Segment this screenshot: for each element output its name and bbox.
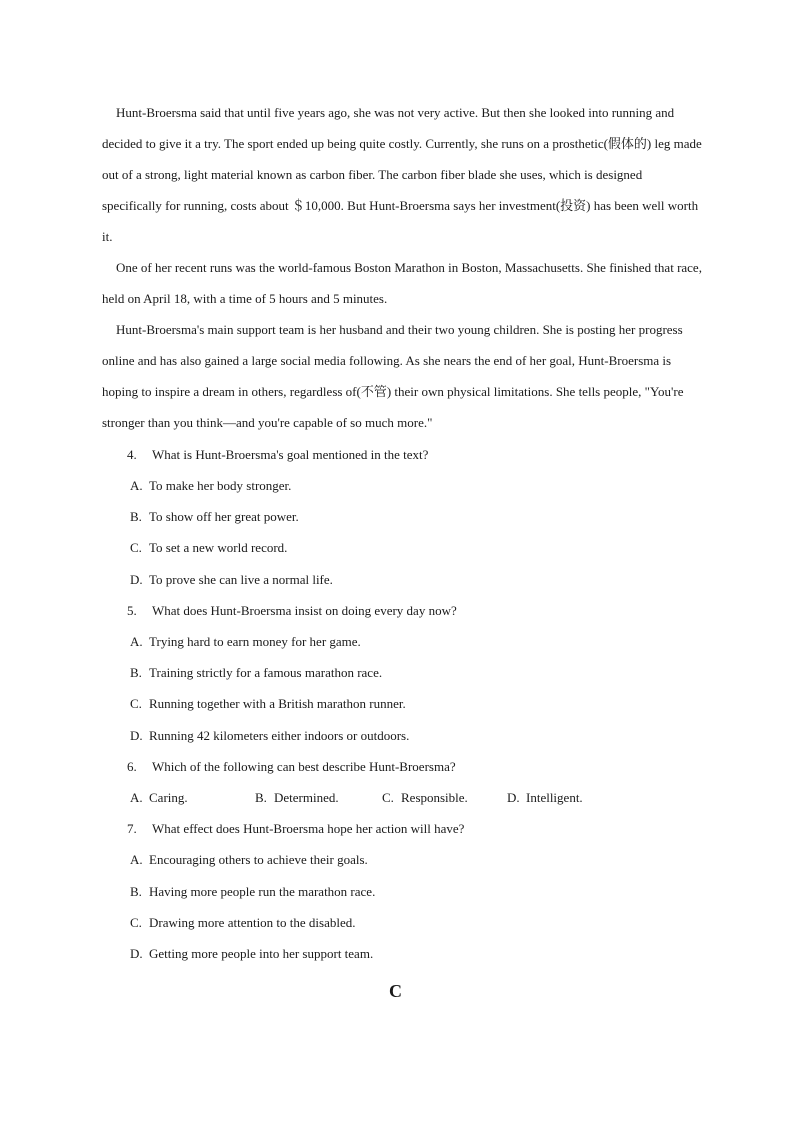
option-7a (130, 850, 368, 870)
option-letter: B. (255, 790, 267, 805)
option-letter: B. (130, 884, 142, 899)
question-4 (127, 445, 428, 465)
option-text: Caring. (149, 790, 188, 805)
question-7 (127, 819, 464, 839)
option-letter: A. (130, 634, 143, 649)
question-number: 7. (127, 821, 137, 836)
question-number: 5. (127, 603, 137, 618)
option-letter: D. (130, 728, 143, 743)
option-letter: D. (130, 572, 143, 587)
option-6b (255, 788, 339, 808)
option-4a (130, 476, 291, 496)
option-5b (130, 663, 382, 683)
option-4b (130, 507, 299, 527)
option-letter: A. (130, 790, 143, 805)
paragraph-1: Hunt-Broersma said that until five years ago, she was not very active. But then she looked into running and decided to give it a try. The sport ended up being quite costly. Currently, she runs on a prosthetic(假体的) leg made out of a strong, light material known as carbon fiber. The carbon fiber blade she uses, which is designed specifically for running, costs about ＄10,000. But Hunt-Broersma says her investment(投资) has been well worth it. (102, 105, 702, 244)
option-text: Running 42 kilometers either indoors or outdoors. (149, 728, 410, 743)
option-text: Running together with a British marathon runner. (149, 696, 406, 711)
option-text: Having more people run the marathon race. (149, 884, 376, 899)
paragraph-3: Hunt-Broersma's main support team is her husband and their two young children. She is posting her progress online and has also gained a large social media following. As she nears the end of her goal, Hunt-Broersma is hoping to inspire a dream in others, regardless of(不管) their own physical limitations. She tells people, "You're stronger than you think—and you're capable of so much more." (102, 322, 684, 430)
option-text: Determined. (274, 790, 339, 805)
question-number: 6. (127, 759, 137, 774)
option-7d (130, 944, 373, 964)
section-heading: C (389, 981, 402, 1001)
option-letter: C. (382, 790, 394, 805)
option-text: To show off her great power. (149, 509, 299, 524)
option-text: Drawing more attention to the disabled. (149, 915, 356, 930)
option-5d (130, 726, 409, 746)
question-text: Which of the following can best describe Hunt-Broersma? (152, 759, 456, 774)
option-letter: C. (130, 540, 142, 555)
option-text: Intelligent. (526, 790, 583, 805)
option-letter: C. (130, 915, 142, 930)
option-letter: D. (130, 946, 143, 961)
paragraph-2: One of her recent runs was the world-famous Boston Marathon in Boston, Massachusetts. She finished that race, held on April 18, with a time of 5 hours and 5 minutes. (102, 260, 702, 306)
question-6 (127, 757, 456, 777)
option-text: Getting more people into her support team. (149, 946, 374, 961)
question-5 (127, 601, 457, 621)
option-letter: A. (130, 478, 143, 493)
question-text: What is Hunt-Broersma's goal mentioned in the text? (152, 447, 429, 462)
option-letter: C. (130, 696, 142, 711)
option-7b (130, 882, 375, 902)
option-5c (130, 694, 406, 714)
option-text: To set a new world record. (149, 540, 288, 555)
option-text: Encouraging others to achieve their goals. (149, 852, 368, 867)
option-4c (130, 538, 287, 558)
option-6a (130, 788, 188, 808)
option-text: Responsible. (401, 790, 468, 805)
option-6c (382, 788, 468, 808)
option-letter: B. (130, 509, 142, 524)
question-text: What does Hunt-Broersma insist on doing every day now? (152, 603, 457, 618)
option-letter: A. (130, 852, 143, 867)
option-6d (507, 788, 583, 808)
option-text: Training strictly for a famous marathon race. (149, 665, 383, 680)
option-7c (130, 913, 356, 933)
option-text: To make her body stronger. (149, 478, 292, 493)
question-number: 4. (127, 447, 137, 462)
option-text: Trying hard to earn money for her game. (149, 634, 361, 649)
option-5a (130, 632, 361, 652)
question-text: What effect does Hunt-Broersma hope her action will have? (152, 821, 465, 836)
option-letter: B. (130, 665, 142, 680)
option-text: To prove she can live a normal life. (149, 572, 333, 587)
option-4d (130, 570, 333, 590)
option-letter: D. (507, 790, 520, 805)
